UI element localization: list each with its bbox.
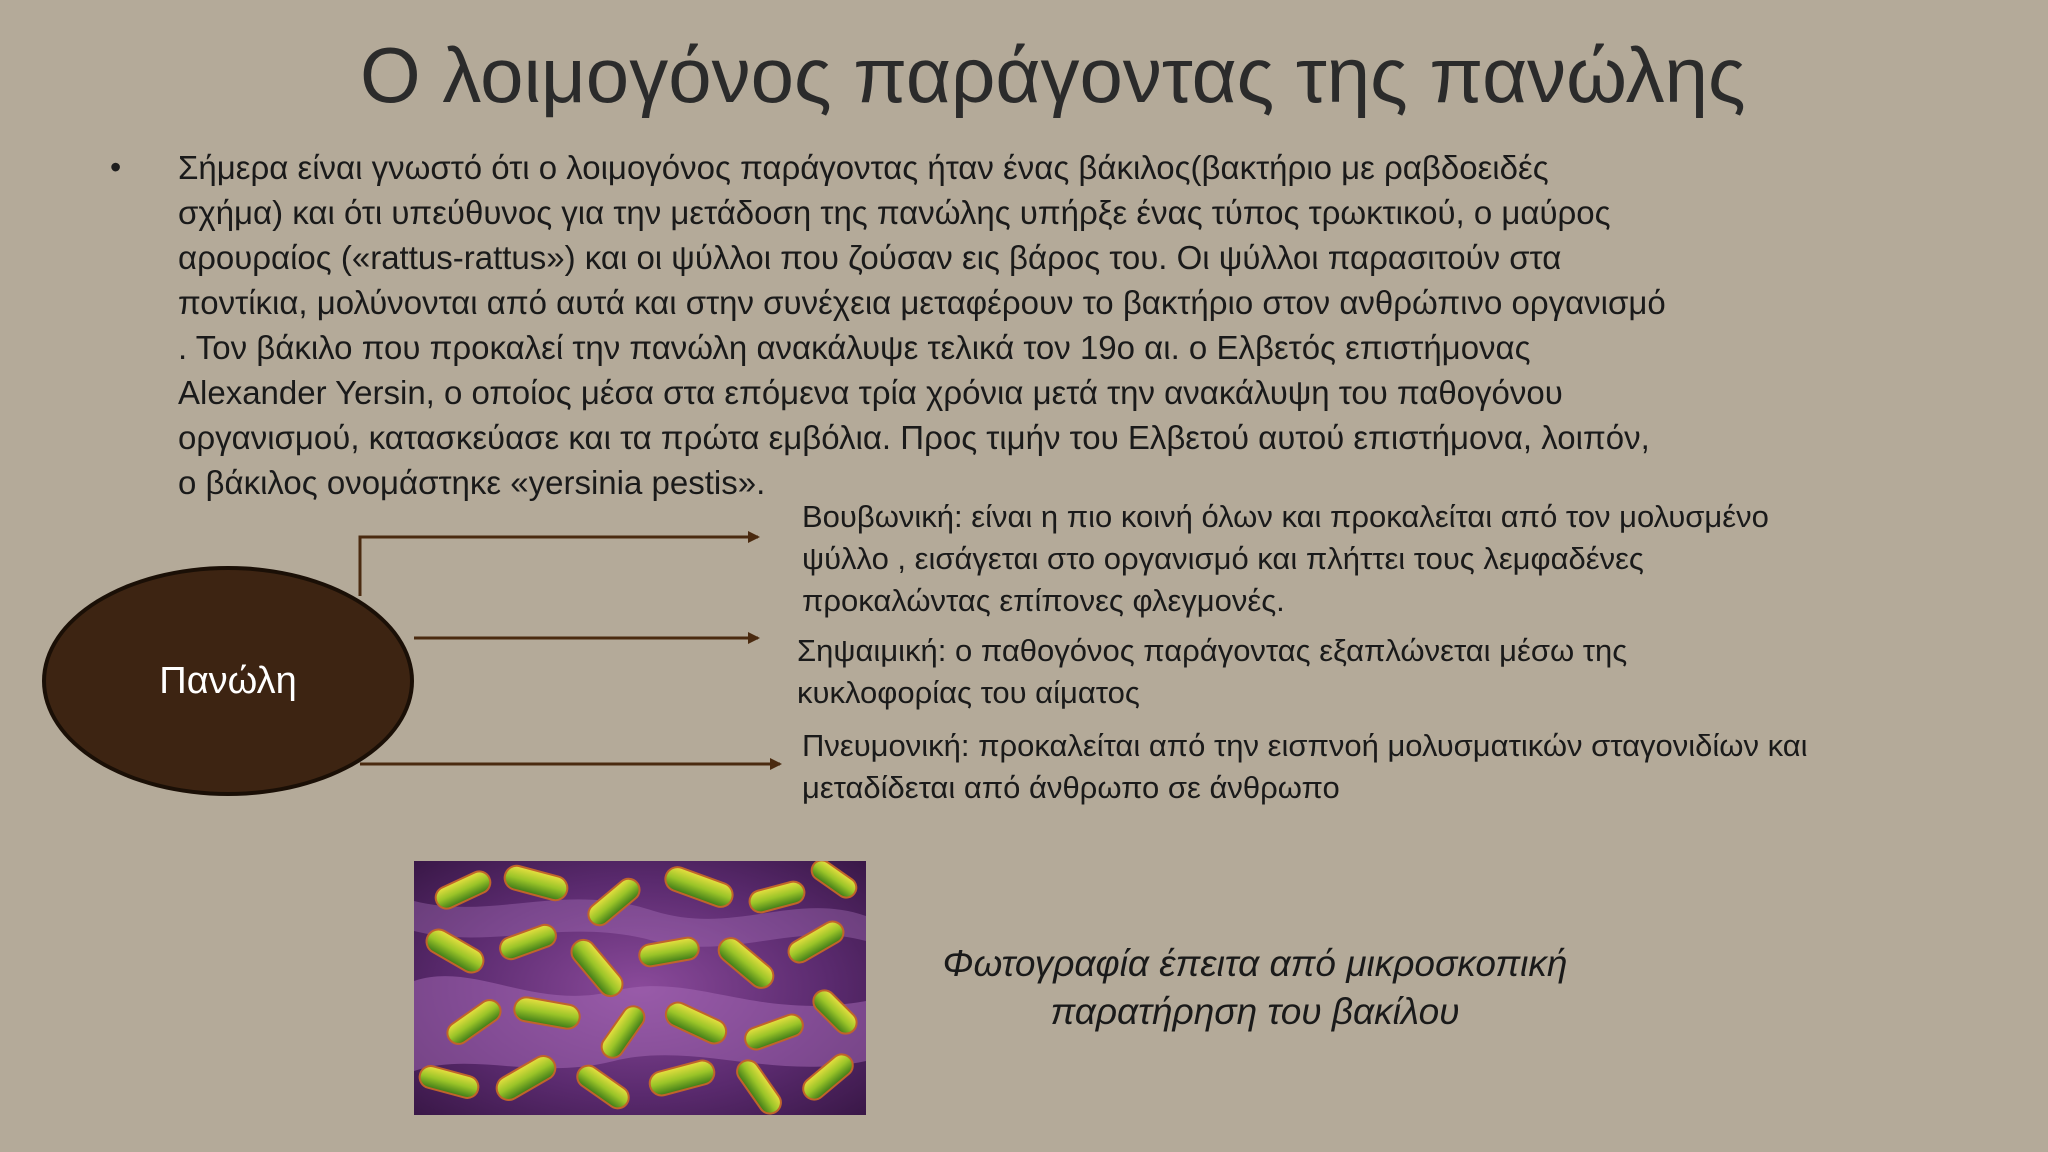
branch-bubonic: [802, 496, 1769, 622]
bullet-line: . Τον βάκιλο που προκαλεί την πανώλη ανακάλυψε τελικά τον 19ο αι. ο Ελβετός επιστήμονας: [178, 329, 1531, 366]
microscope-bacteria-image: [414, 861, 866, 1115]
bullet-marker: •: [110, 149, 122, 185]
arrow-bubonic: [360, 537, 758, 596]
branch-line: κυκλοφορίας του αίματος: [797, 675, 1140, 710]
bullet-line: Σήμερα είναι γνωστό ότι ο λοιμογόνος παράγοντας ήταν ένας βάκιλος(βακτήριο με ραβδοειδές: [178, 149, 1549, 186]
caption-line: Φωτογραφία έπειτα από μικροσκοπική: [942, 943, 1568, 984]
bullet-line: οργανισμού, κατασκεύασε και τα πρώτα εμβόλια. Προς τιμήν του Ελβετού αυτού επιστήμονα, λοιπόν,: [178, 419, 1650, 456]
caption-line: παρατήρηση του βακίλου: [1050, 991, 1460, 1032]
bullet-line: αρουραίος («rattus-rattus») και οι ψύλλοι που ζούσαν εις βάρος του. Οι ψύλλοι παρασιτούν στα: [178, 239, 1562, 276]
branch-line: Πνευμονική: προκαλείται από την εισπνοή μολυσματικών σταγονιδίων και: [802, 728, 1808, 763]
plague-center-label: Πανώλη: [159, 659, 297, 702]
branch-line: προκαλώντας επίπονες φλεγμονές.: [802, 583, 1285, 618]
bullet-line: ο βάκιλος ονομάστηκε «yersinia pestis».: [178, 464, 766, 501]
bullet-line: σχήμα) και ότι υπεύθυνος για την μετάδοση της πανώλης υπήρξε ένας τύπος τρωκτικού, ο μαύρος: [178, 194, 1611, 231]
bullet-line: Alexander Yersin, ο οποίος μέσα στα επόμενα τρία χρόνια μετά την ανακάλυψη του παθογόνου: [178, 374, 1563, 411]
branch-pneumonic: [802, 725, 1808, 809]
photo-caption: [860, 940, 1650, 1036]
branch-line: μεταδίδεται από άνθρωπο σε άνθρωπο: [802, 770, 1340, 805]
branch-line: Σηψαιμική: ο παθογόνος παράγοντας εξαπλώνεται μέσω της: [797, 633, 1628, 668]
plague-center-node: [42, 566, 414, 796]
branch-line: ψύλλο , εισάγεται στο οργανισμό και πλήττει τους λεμφαδένες: [802, 541, 1644, 576]
bacteria-photo: [414, 861, 866, 1115]
branch-septicemic: [797, 630, 1627, 714]
bullet-line: ποντίκια, μολύνονται από αυτά και στην συνέχεια μεταφέρουν το βακτήριο στον ανθρώπινο οργανισμό: [178, 284, 1666, 321]
branch-line: Βουβωνική: είναι η πιο κοινή όλων και προκαλείται από τον μολυσμένο: [802, 499, 1769, 534]
slide-title: Ο λοιμογόνος παράγοντας της πανώλης: [360, 31, 1746, 119]
